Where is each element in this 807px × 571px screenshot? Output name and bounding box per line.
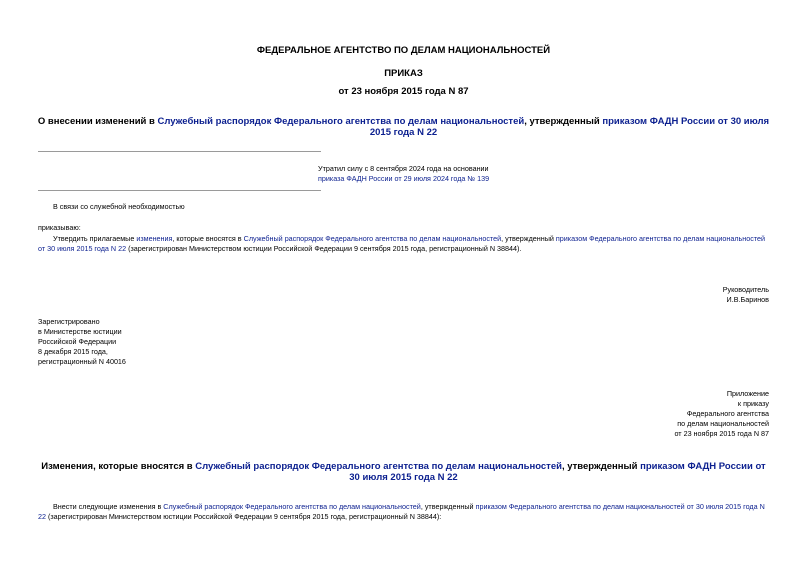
registration-line: Зарегистрировано <box>38 317 100 326</box>
p1-link-regulations[interactable]: Служебный распорядок Федерального агентства по делам национальностей <box>243 234 502 243</box>
doc-type: ПРИКАЗ <box>384 68 423 79</box>
changes-text-3: (зарегистрирован Министерством юстиции Российской Федерации 9 сентября 2015 года, регистрационный N 38844): <box>46 512 442 521</box>
appendix-line: Приложение <box>726 389 769 398</box>
changes-title-text-2: , утвержденный <box>561 461 641 472</box>
status-line: Утратил силу с 8 сентября 2024 года на основании <box>318 164 489 173</box>
status-lost-force <box>318 164 489 184</box>
agency-name: ФЕДЕРАЛЬНОЕ АГЕНТСТВО ПО ДЕЛАМ НАЦИОНАЛЬНОСТЕЙ <box>256 45 551 56</box>
changes-text-2: , утвержденный <box>420 502 476 511</box>
signature-name: И.В.Баринов <box>726 295 769 304</box>
signature-block <box>723 285 769 305</box>
changes-title-link-regulations[interactable]: Служебный распорядок Федерального агентства по делам национальностей <box>195 461 562 472</box>
appendix-line: к приказу <box>737 399 769 408</box>
appendix-line: Федерального агентства <box>686 409 769 418</box>
changes-link-regulations[interactable]: Служебный распорядок Федерального агентства по делам национальностей <box>163 502 421 511</box>
title-link-regulations[interactable]: Служебный распорядок Федерального агентства по делам национальностей <box>157 116 525 127</box>
changes-text-1: Внести следующие изменения в <box>53 502 164 511</box>
changes-title <box>40 461 767 483</box>
registration-line: в Министерстве юстиции <box>38 327 122 336</box>
status-divider-top <box>38 151 321 152</box>
changes-title-text-1: Изменения, которые вносятся в <box>41 461 196 472</box>
document-title <box>36 116 771 138</box>
p1-text-3: , утвержденный <box>501 234 556 243</box>
changes-link-order[interactable]: приказом Федерального агентства по делам национальностей от 30 июля 2015 года N 22 <box>38 502 765 521</box>
appendix-line: от 23 ноября 2015 года N 87 <box>674 429 769 438</box>
appendix-block <box>674 389 769 439</box>
registration-block <box>38 317 126 367</box>
order-word: приказываю: <box>38 223 81 232</box>
p1-text-1: Утвердить прилагаемые <box>53 234 137 243</box>
order-paragraph <box>38 234 772 254</box>
registration-line: Российской Федерации <box>38 337 117 346</box>
registration-line: 8 декабря 2015 года, <box>38 347 108 356</box>
signature-position: Руководитель <box>722 285 769 294</box>
doc-date-number: от 23 ноября 2015 года N 87 <box>338 86 469 97</box>
title-text-1: О внесении изменений в <box>37 116 158 127</box>
p1-text-2: , которые вносятся в <box>172 234 244 243</box>
intro-text: В связи со служебной необходимостью <box>53 202 185 211</box>
status-divider-bottom <box>38 190 321 191</box>
p1-link-order[interactable]: приказом Федерального агентства по делам национальностей от 30 июля 2015 года N 22 <box>38 234 766 253</box>
p1-text-4: (зарегистрирован Министерством юстиции Российской Федерации 9 сентября 2015 года, регистрационный N 38844). <box>126 244 522 253</box>
registration-line: регистрационный N 40016 <box>38 357 126 366</box>
title-link-order[interactable]: приказом ФАДН России от 30 июля 2015 года N 22 <box>369 116 770 138</box>
appendix-line: по делам национальностей <box>677 419 769 428</box>
p1-link-changes[interactable]: изменения <box>136 234 173 243</box>
title-text-2: , утвержденный <box>524 116 603 127</box>
changes-paragraph <box>38 502 772 522</box>
status-link[interactable]: приказа ФАДН России от 29 июля 2024 года № 139 <box>318 174 490 183</box>
changes-title-link-order[interactable]: приказом ФАДН России от 30 июля 2015 года N 22 <box>349 461 766 483</box>
